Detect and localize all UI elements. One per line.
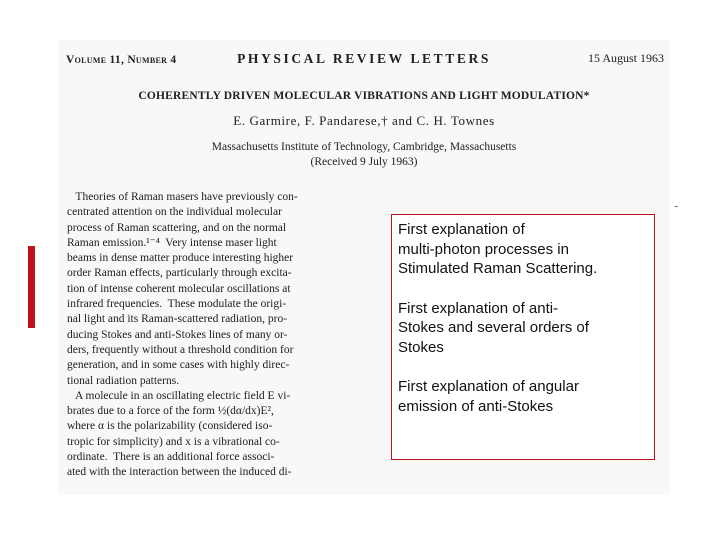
affiliation-block: [58, 140, 670, 170]
accent-bar: [28, 246, 35, 328]
article-title: COHERENTLY DRIVEN MOLECULAR VIBRATIONS AND LIGHT MODULATION*: [138, 90, 590, 102]
annotation-callout: [391, 214, 655, 460]
received-date: (Received 9 July 1963): [310, 156, 418, 168]
publication-date: 15 August 1963: [587, 51, 664, 65]
volume-number: Volume 11, Number 4: [66, 54, 177, 66]
article-body-text: Theories of Raman masers have previously con- centrated attention on the individual molecular process of Raman scattering, and on the normal Raman emission.¹⁻⁴ Very intense maser light beams in dense matter produce interesting higher order Raman effects, particularly through excita- tion of intense coherent molecular oscillations at infrared frequencies. These modulate the origi- nal light and its Raman-scattered radiation, pro- ducing Stokes and anti-Stokes lines of many or- ders, frequently without a threshold condition for generation, and in some cases with highly direc- tional radiation patterns. A molecule in an oscillating electric field E vi- brates due to a force of the form ½(dα/dx)E², where α is the polarizability (considered iso- tropic for simplicity) and x is a vibrational co- ordinate. There is an additional force associ- ated with the interaction between the induced di-: [67, 191, 298, 479]
callout-point-anti-stokes: First explanation of anti- Stokes and several orders of Stokes: [398, 299, 589, 356]
journal-name: PHYSICAL REVIEW LETTERS: [237, 51, 491, 66]
margin-mark: -: [674, 200, 678, 212]
callout-point-angular-emission: First explanation of angular emission of anti-Stokes: [398, 378, 579, 415]
affiliation: Massachusetts Institute of Technology, Cambridge, Massachusetts: [211, 141, 517, 153]
callout-point-multiphoton: First explanation of multi-photon processes in Stimulated Raman Scattering.: [398, 221, 598, 277]
authors: E. Garmire, F. Pandarese,† and C. H. Townes: [233, 113, 495, 128]
